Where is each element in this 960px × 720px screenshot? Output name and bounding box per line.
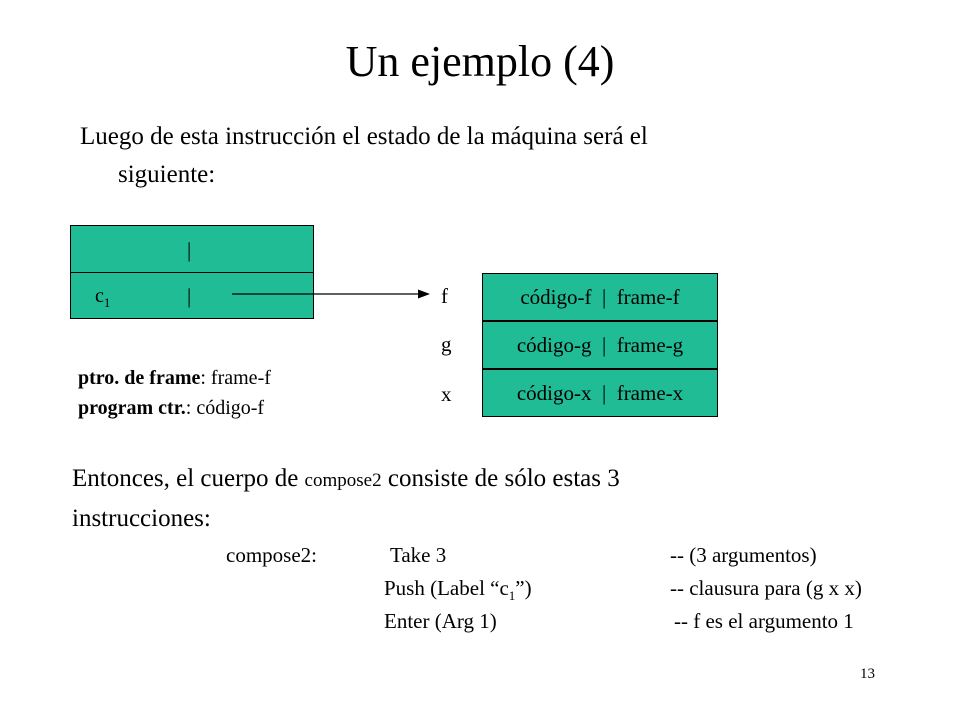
code-line-2-comment: -- clausura para (g x x): [670, 576, 862, 600]
body-line-1: Entonces, el cuerpo de compose2 consiste de sólo estas 3: [72, 465, 620, 492]
frame-pointer-line: ptro. de frame: frame-f: [78, 367, 271, 389]
slide-title: Un ejemplo (4): [345, 37, 615, 86]
arrowhead-icon: [418, 290, 430, 299]
code-line-1-comment: -- (3 argumentos): [670, 543, 817, 567]
env-label-g: g: [441, 332, 452, 356]
program-counter-line: program ctr.: código-f: [78, 397, 265, 419]
env-row-x: código-x | frame-x: [482, 369, 718, 417]
stack-row-top-separator: |: [187, 238, 192, 262]
intro-line-1: Luego de esta instrucción el estado de la máquina será el: [80, 123, 648, 150]
code-line-2-instruction: Push (Label “$c_1$”): [384, 576, 532, 604]
code-line-3-instruction: Enter (Arg 1): [384, 609, 497, 633]
env-label-x: x: [441, 382, 452, 406]
env-label-f: f: [441, 284, 448, 308]
env-row-g: código-g | frame-g: [482, 321, 718, 369]
code-line-1-instruction: Take 3: [390, 543, 447, 567]
env-row-f: código-f | frame-f: [482, 273, 718, 321]
body-line-2: instrucciones:: [72, 505, 211, 532]
stack-row-c1-separator: |: [187, 284, 192, 308]
stack-c1-label: $c_1$: [95, 285, 111, 310]
page-number: 13: [860, 666, 875, 682]
intro-line-2: siguiente:: [118, 161, 216, 188]
code-label: compose2:: [226, 543, 317, 567]
code-line-3-comment: -- f es el argumento 1: [674, 609, 854, 633]
